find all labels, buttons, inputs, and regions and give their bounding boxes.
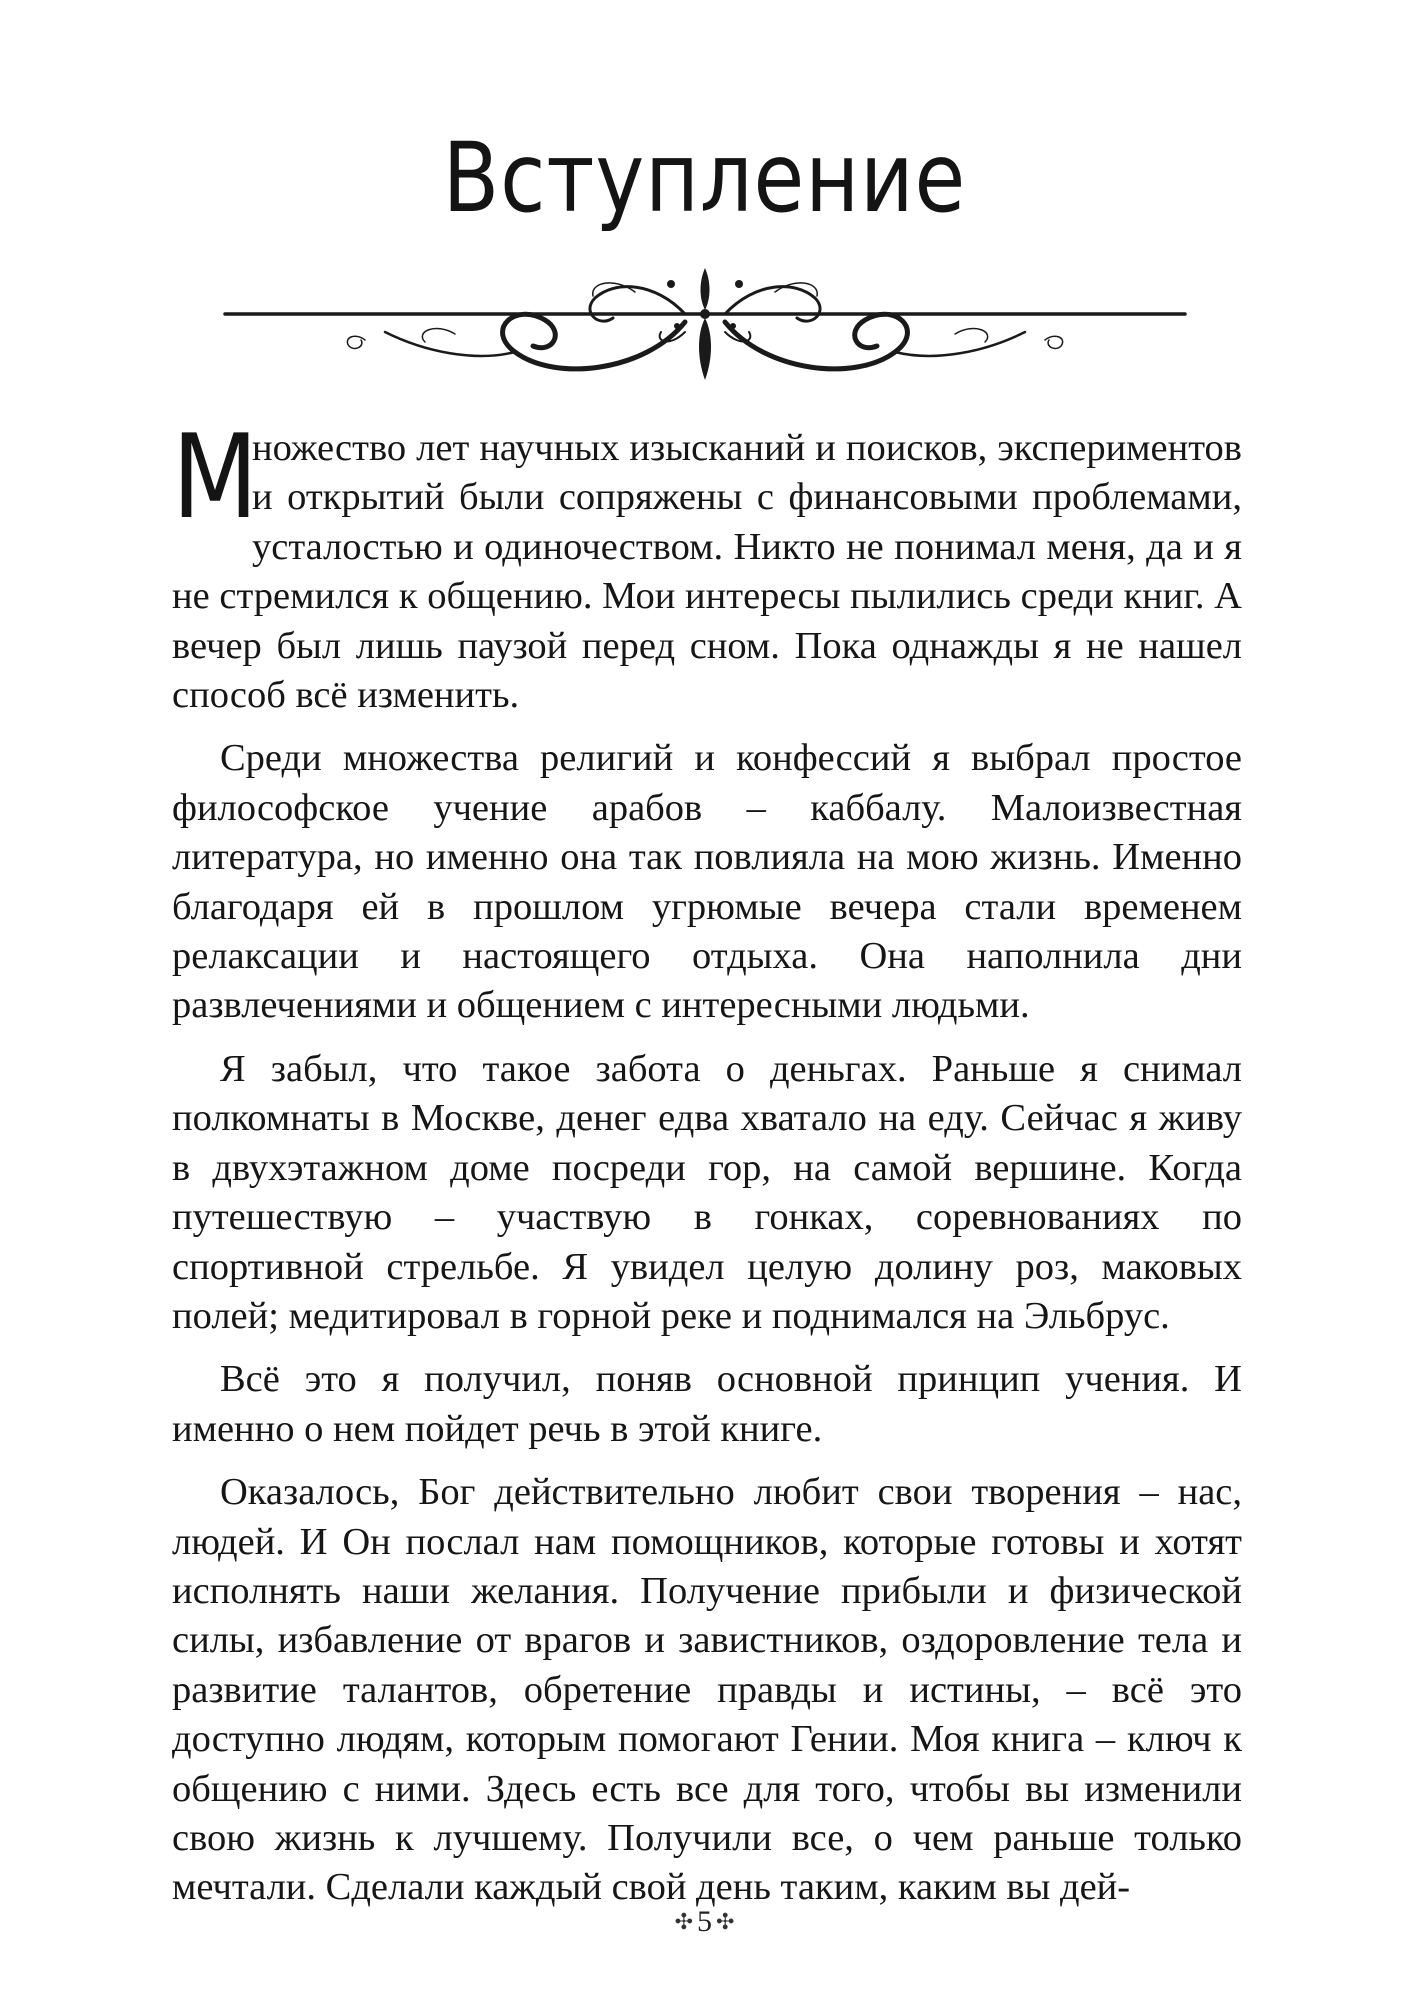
chapter-title: Вступление xyxy=(442,122,967,234)
chapter-body xyxy=(172,410,1242,1927)
paragraph-text: ножество лет научных изысканий и поисков, экспериментов и открытий были сопряжены с финансовыми проблемами, усталостью и одиночеством. Никто не понимал меня, да и я не стремился к общению. Мои интересы пылились среди книг. А вечер был лишь паузой перед сном. Пока однажды я не нашел способ всё изменить. xyxy=(172,427,1242,717)
paragraph-1 xyxy=(172,410,1242,720)
flourish-divider-ornament xyxy=(215,262,1195,392)
page-number: 5 xyxy=(697,1905,712,1938)
paragraph-2: Среди множества религий и конфессий я выбрал простое философское учение арабов – каббалу. Малоизвестная литература, но именно она так повлияла на мою жизнь. Именно благодаря ей в прошлом угрюмые вечера стали временем релаксации и настоящего отдыха. Она наполнила дни развлечениями и общением с интересными людьми. xyxy=(172,737,1242,1027)
right-ornament-icon: ✣ xyxy=(716,1909,735,1934)
paragraph-5: Оказалось, Бог действительно любит свои творения – нас, людей. И Он послал нам помощников, которые готовы и хотят исполнять наши желания. Получение прибыли и физической силы, избавление от врагов и завистников, оздоровление тела и развитие талантов, обретение правды и истины, – всё это доступно людям, которым помогают Гении. Моя книга – ключ к общению с ними. Здесь есть все для того, чтобы вы изменили свою жизнь к лучшему. Получили все, о чем раньше только мечтали. Сделали каждый свой день таким, каким вы дей- xyxy=(172,1471,1242,1909)
paragraph-3: Я забыл, что такое забота о деньгах. Раньше я снимал полкомнаты в Москве, денег едва хватало на еду. Сейчас я живу в двухэтажном доме посреди гор, на самой вершине. Когда путешествую – участвую в гонках, соревнованиях по спортивной стрельбе. Я увидел целую долину роз, маковых полей; медитировал в горной реке и поднимался на Эльбрус. xyxy=(172,1047,1242,1337)
page-number-footer xyxy=(0,1905,1409,1939)
paragraph-4: Всё это я получил, поняв основной принцип учения. И именно о нем пойдет речь в этой книге. xyxy=(172,1358,1242,1450)
drop-cap: М xyxy=(172,410,259,545)
left-ornament-icon: ✣ xyxy=(674,1909,693,1934)
